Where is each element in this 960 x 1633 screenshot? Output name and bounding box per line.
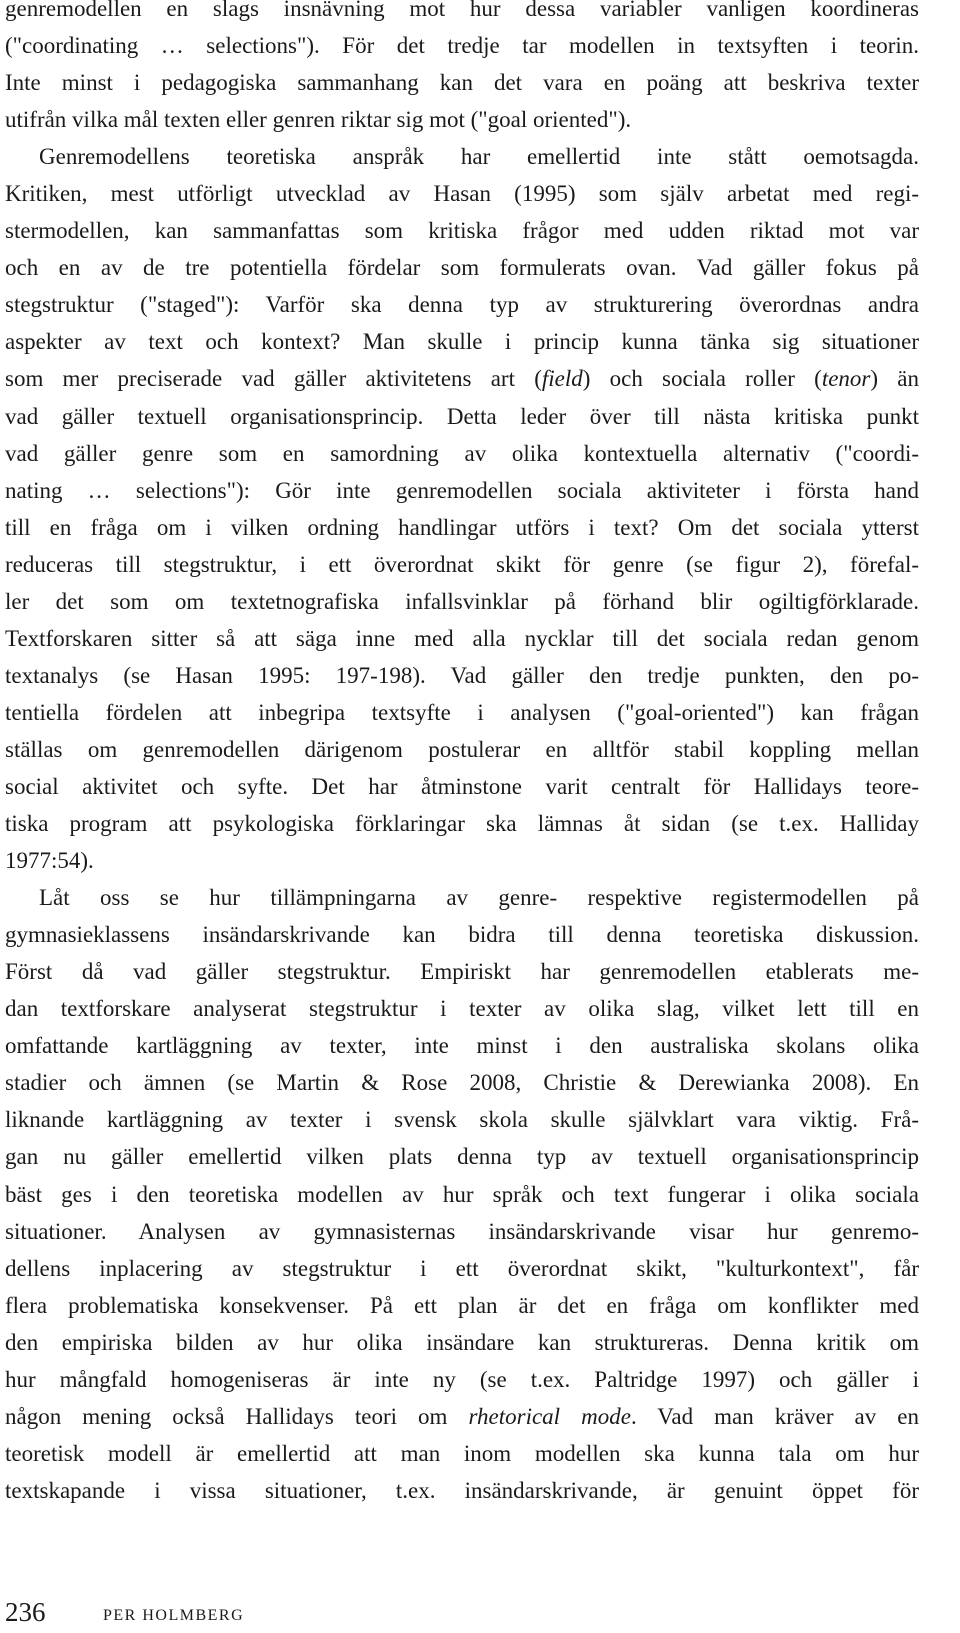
text-page <box>5 0 919 1509</box>
body-line: dan textforskare analyserat stegstruktur i texter av olika slag, vilket lett till en <box>5 996 919 1022</box>
body-line: liknande kartläggning av texter i svensk skola skulle självklart vara viktig. Frå- <box>5 1107 919 1133</box>
body-line: någon mening också Hallidays teori om rhetorical mode. Vad man kräver av en <box>5 1403 919 1429</box>
body-line: situationer. Analysen av gymnasisternas insändarskrivande visar hur genremo- <box>5 1218 919 1244</box>
body-line: tentiella fördelen att inbegripa textsyfte i analysen ("goal-oriented") kan frågan <box>5 699 919 725</box>
body-line: textskapande i vissa situationer, t.ex. insändarskrivande, är genuint öppet för <box>5 1477 919 1503</box>
body-line: Inte minst i pedagogiska sammanhang kan det vara en poäng att beskriva texter <box>5 70 919 96</box>
body-line: stegstruktur ("staged"): Varför ska denna typ av strukturering överordnas andra <box>5 292 919 318</box>
body-line: ler det som om textetnografiska infallsvinklar på förhand blir ogiltigförklarade. <box>5 588 919 614</box>
body-line: aspekter av text och kontext? Man skulle i princip kunna tänka sig situationer <box>5 329 919 355</box>
body-line: tiska program att psykologiska förklaringar ska lämnas åt sidan (se t.ex. Halliday <box>5 811 919 837</box>
body-line: Textforskaren sitter så att säga inne med alla nycklar till det sociala redan genom <box>5 625 919 651</box>
body-line: ställas om genremodellen därigenom postulerar en alltför stabil koppling mellan <box>5 736 919 762</box>
body-line: flera problematiska konsekvenser. På ett plan är det en fråga om konflikter med <box>5 1292 919 1318</box>
body-line: vad gäller textuell organisationsprincip. Detta leder över till nästa kritiska punkt <box>5 403 919 429</box>
body-line: social aktivitet och syfte. Det har åtminstone varit centralt för Hallidays teore- <box>5 773 919 799</box>
body-line: och en av de tre potentiella fördelar som formulerats ovan. Vad gäller fokus på <box>5 255 919 281</box>
body-line: stadier och ämnen (se Martin & Rose 2008, Christie & Derewianka 2008). En <box>5 1070 919 1096</box>
body-line: till en fråga om i vilken ordning handlingar utförs i text? Om det sociala ytterst <box>5 514 919 540</box>
running-head: PER HOLMBERG <box>103 1607 245 1624</box>
body-line: Låt oss se hur tillämpningarna av genre- respektive registermodellen på <box>39 885 919 911</box>
body-line: utifrån vilka mål texten eller genren riktar sig mot ("goal oriented"). <box>5 107 632 133</box>
body-line: gymnasieklassens insändarskrivande kan bidra till denna teoretiska diskussion. <box>5 922 919 948</box>
body-line: Kritiken, mest utförligt utvecklad av Hasan (1995) som själv arbetat med regi- <box>5 181 919 207</box>
body-line: stermodellen, kan sammanfattas som kritiska frågor med udden riktad mot var <box>5 218 919 244</box>
body-line: textanalys (se Hasan 1995: 197-198). Vad gäller den tredje punkten, den po- <box>5 662 919 688</box>
body-line: teoretisk modell är emellertid att man inom modellen ska kunna tala om hur <box>5 1440 919 1466</box>
body-line: omfattande kartläggning av texter, inte minst i den australiska skolans olika <box>5 1033 919 1059</box>
page-number: 236 <box>5 1597 46 1627</box>
body-line: hur mångfald homogeniseras är inte ny (se t.ex. Paltridge 1997) och gäller i <box>5 1366 919 1392</box>
body-line: genremodellen en slags insnävning mot hur dessa variabler vanligen koordineras <box>5 0 919 21</box>
body-line: bäst ges i den teoretiska modellen av hur språk och text fungerar i olika sociala <box>5 1181 919 1207</box>
body-line: dellens inplacering av stegstruktur i ett överordnat skikt, "kulturkontext", får <box>5 1255 919 1281</box>
body-line: gan nu gäller emellertid vilken plats denna typ av textuell organisationsprincip <box>5 1144 919 1170</box>
body-line: vad gäller genre som en samordning av olika kontextuella alternativ ("coordi- <box>5 440 919 466</box>
body-line: 1977:54). <box>5 848 94 874</box>
body-line: den empiriska bilden av hur olika insändare kan struktureras. Denna kritik om <box>5 1329 919 1355</box>
body-line: ("coordinating … selections"). För det tredje tar modellen in textsyften i teorin. <box>5 33 919 59</box>
body-line: Genremodellens teoretiska anspråk har emellertid inte stått oemotsagda. <box>39 144 919 170</box>
body-line: reduceras till stegstruktur, i ett överordnat skikt för genre (se figur 2), förefal- <box>5 551 919 577</box>
body-line: nating … selections"): Gör inte genremodellen sociala aktiviteter i första hand <box>5 477 919 503</box>
body-line: Först då vad gäller stegstruktur. Empiriskt har genremodellen etablerats me- <box>5 959 919 985</box>
body-line: som mer preciserade vad gäller aktivitetens art (field) och sociala roller (tenor) än <box>5 366 919 392</box>
